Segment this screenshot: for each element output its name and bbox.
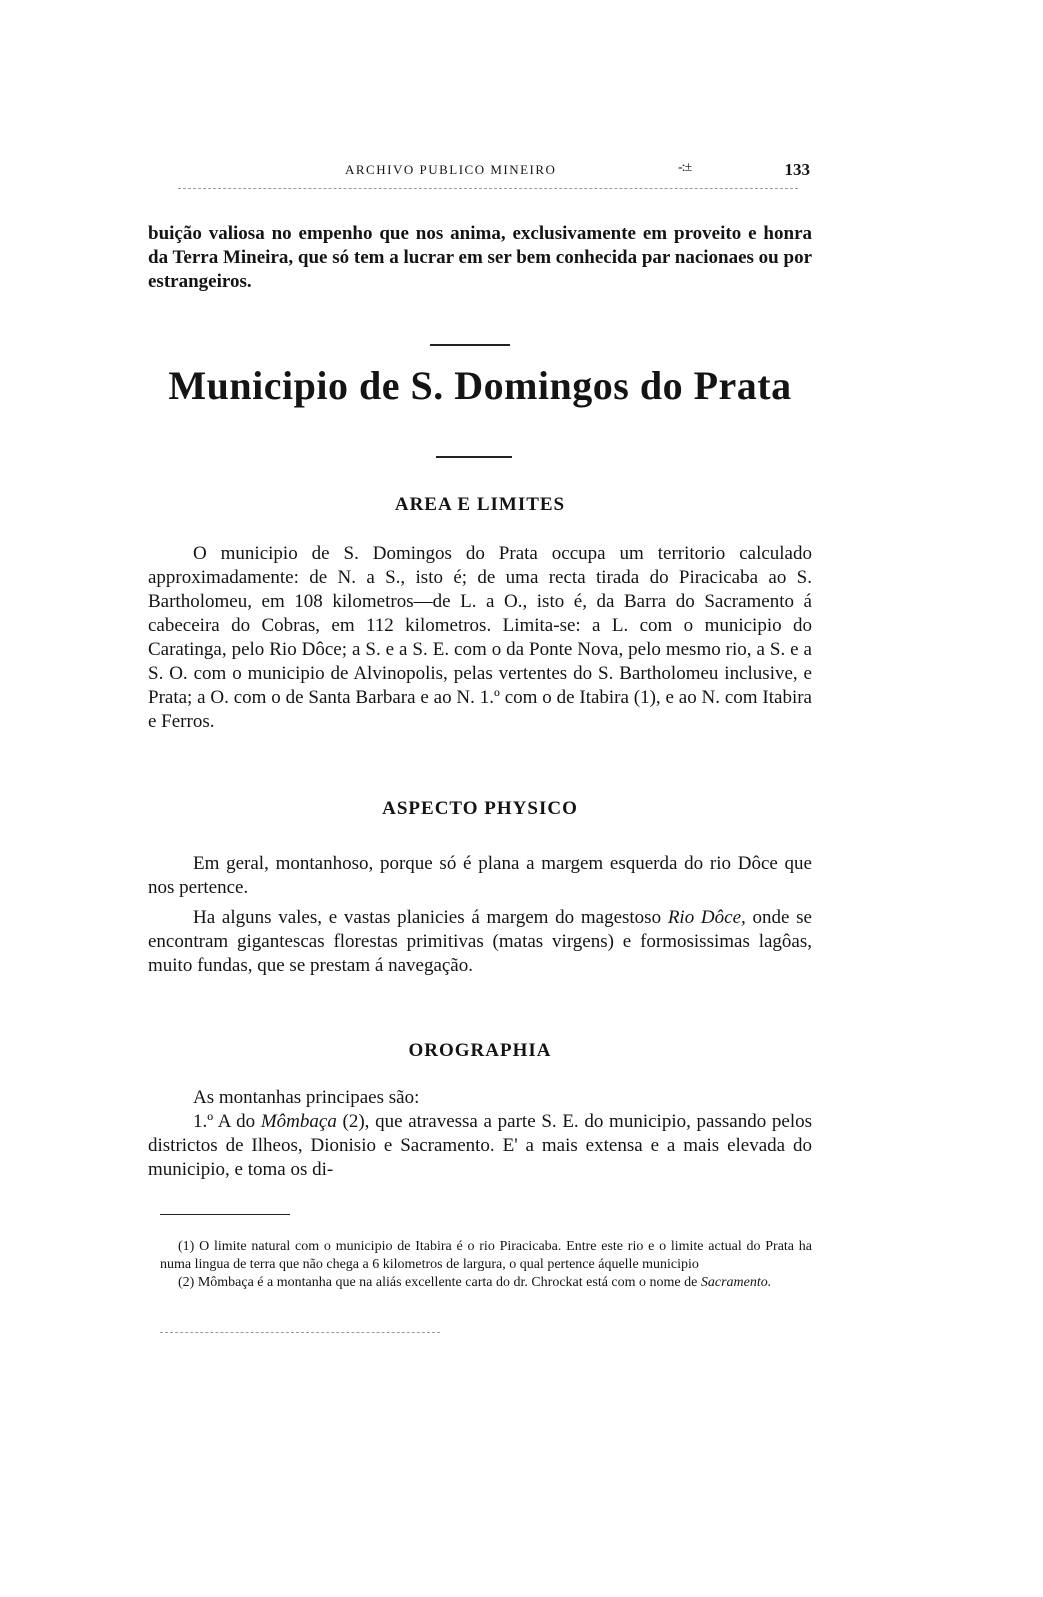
running-header [150,160,810,184]
footnotes [160,1238,812,1292]
aspecto-paragraph-2-end: onde se encontram gigantescas florestas primitivas (matas virgens) e formosissimas lagôas, muito fundas, que se prestam á navegação. [148,907,812,976]
header-ornament: -:± [678,160,692,175]
section-heading-area: AREA E LIMITES [394,494,566,515]
footnote-2 [160,1274,812,1292]
section-heading-orographia: OROGRAPHIA [408,1040,552,1061]
header-rule [178,188,798,189]
item-number: 1.º [193,1111,214,1132]
aspecto-paragraph-2 [148,906,812,978]
footnote-2-text: (2) Mômbaça é a montanha que na aliás excellente carta do dr. Chrockat está com o nome de [178,1275,701,1290]
intro-paragraph: buição valiosa no empenho que nos anima, exclusivamente em proveito e honra da Terra Mineira, que só tem a lucrar em ser bem conhecida par nacionaes ou por estrangeiros. [148,223,812,292]
aspecto-paragraph-2-start: Ha alguns vales, e vastas planicies á margem do magestoso [193,907,668,928]
area-paragraph: O municipio de S. Domingos do Prata occupa um territorio calculado approximadamente: de N. a S., isto é; de uma recta tirada do Piracicaba ao S. Bartholomeu, em 108 kilometros—de L. a O., isto é, da Barra do Sacramento á cabeceira do Cobras, em 112 kilometros. Limita-se: a L. com o municipio do Caratinga, pelo Rio Dôce; a S. e a S. E. com o da Ponte Nova, pelo mesmo rio, a S. e a S. O. com o municipio de Alvinopolis, pelas vertentes do S. Bartholomeu inclusive, e Prata; a O. com o de Santa Barbara e ao N. 1.º com o de Itabira (1), e ao N. com Itabira e Ferros. [148,543,812,732]
rio-doce-italic: Rio Dôce, [667,907,746,928]
footnote-rule [160,1214,290,1215]
page-title: Municipio de S. Domingos do Prata [168,363,792,408]
title-rule-bottom [436,456,512,458]
bottom-rule [160,1332,440,1333]
footnote-2-italic: Sacramento. [700,1275,772,1290]
item-text-end: (2), que atravessa a parte S. E. do municipio, passando pelos districtos de Ilheos, Dionisio e Sacramento. E' a mais extensa e a mais elevada do municipio, e toma os di- [148,1111,812,1180]
page-number: 133 [784,160,810,179]
mombaca-italic: Mômbaça [260,1111,337,1132]
item-text-start: A do [213,1111,261,1132]
running-title: ARCHIVO PUBLICO MINEIRO [345,162,557,177]
section-heading-aspecto: ASPECTO PHYSICO [382,798,578,819]
footnote-1: (1) O limite natural com o municipio de Itabira é o rio Piracicaba. Entre este rio e o limite actual do Prata ha numa lingua de terra que não chega a 6 kilometros de largura, o qual pertence áquelle municipio [160,1239,812,1272]
orographia-item-1 [148,1110,812,1182]
title-rule-top [430,344,510,346]
aspecto-paragraph-1: Em geral, montanhoso, porque só é plana a margem esquerda do rio Dôce que nos pertence. [148,853,812,898]
orographia-paragraph-1: As montanhas principaes são: [193,1087,420,1108]
